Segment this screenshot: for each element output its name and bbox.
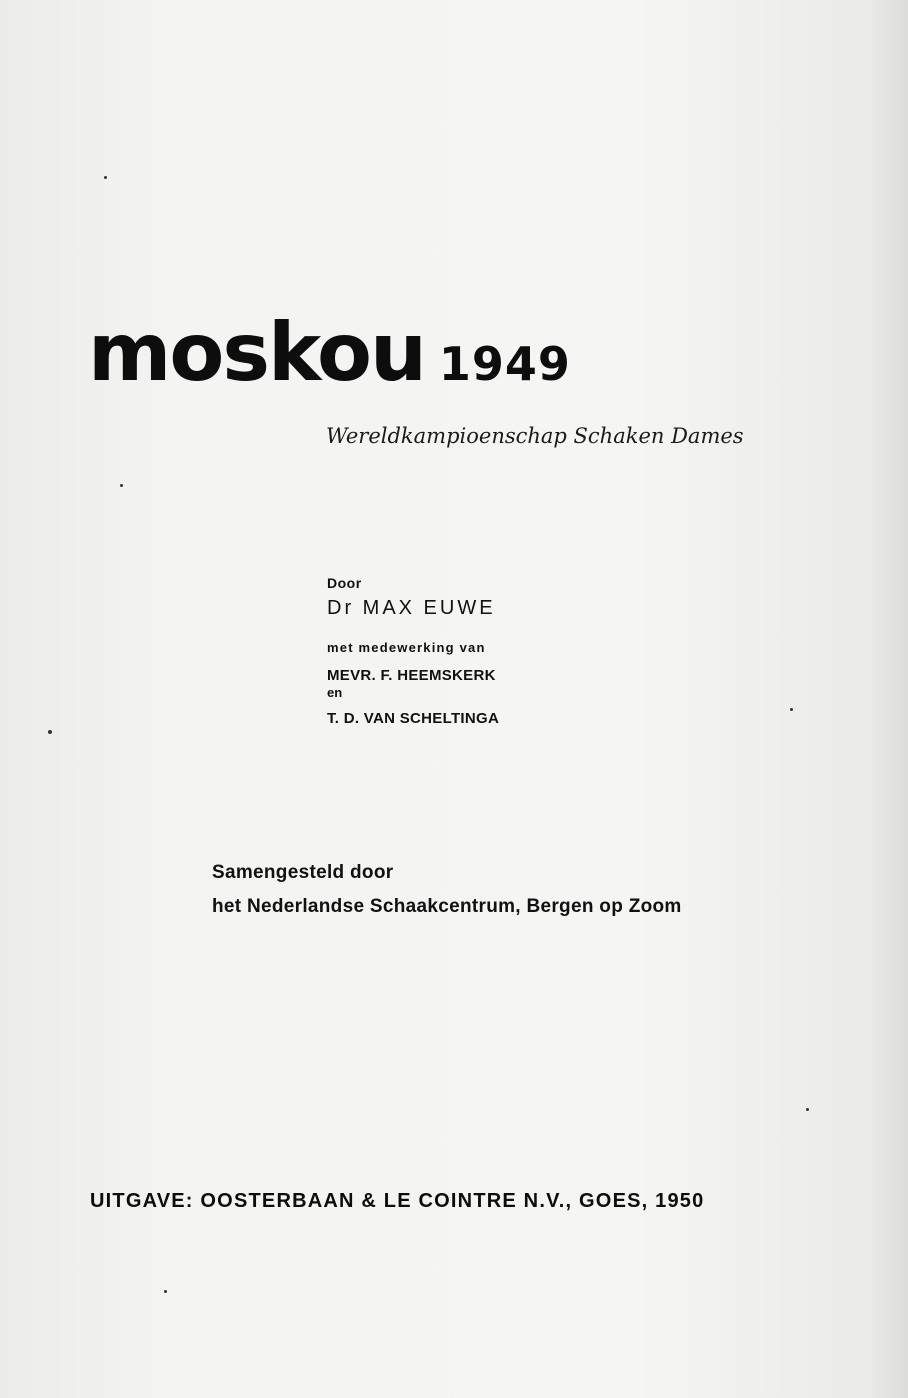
title-year: 1949 bbox=[438, 337, 571, 391]
compiled-line-1: Samengesteld door bbox=[212, 862, 394, 883]
book-title bbox=[88, 306, 571, 399]
contributor-1: MEVR. F. HEEMSKERK bbox=[327, 667, 496, 684]
compiled-by bbox=[212, 856, 682, 924]
author-name: Dr MAX EUWE bbox=[327, 597, 496, 619]
paper-speck bbox=[104, 176, 107, 179]
subtitle: Wereldkampioenschap Schaken Dames bbox=[326, 424, 744, 448]
compiled-line-2: het Nederlandse Schaakcentrum, Bergen op Zoom bbox=[212, 896, 682, 917]
paper-speck bbox=[164, 1290, 167, 1293]
by-label: Door bbox=[327, 575, 362, 591]
paper-speck bbox=[806, 1108, 809, 1111]
paper-speck bbox=[790, 708, 793, 711]
paper-speck bbox=[120, 484, 123, 487]
paper-speck bbox=[48, 730, 52, 734]
and-label: en bbox=[327, 685, 343, 700]
title-main: moskou bbox=[88, 306, 425, 399]
publisher-line: UITGAVE: OOSTERBAAN & LE COINTRE N.V., GOES, 1950 bbox=[90, 1190, 705, 1212]
contributor-2: T. D. VAN SCHELTINGA bbox=[327, 710, 500, 727]
credits bbox=[327, 575, 499, 727]
with-label: met medewerking van bbox=[327, 640, 486, 655]
